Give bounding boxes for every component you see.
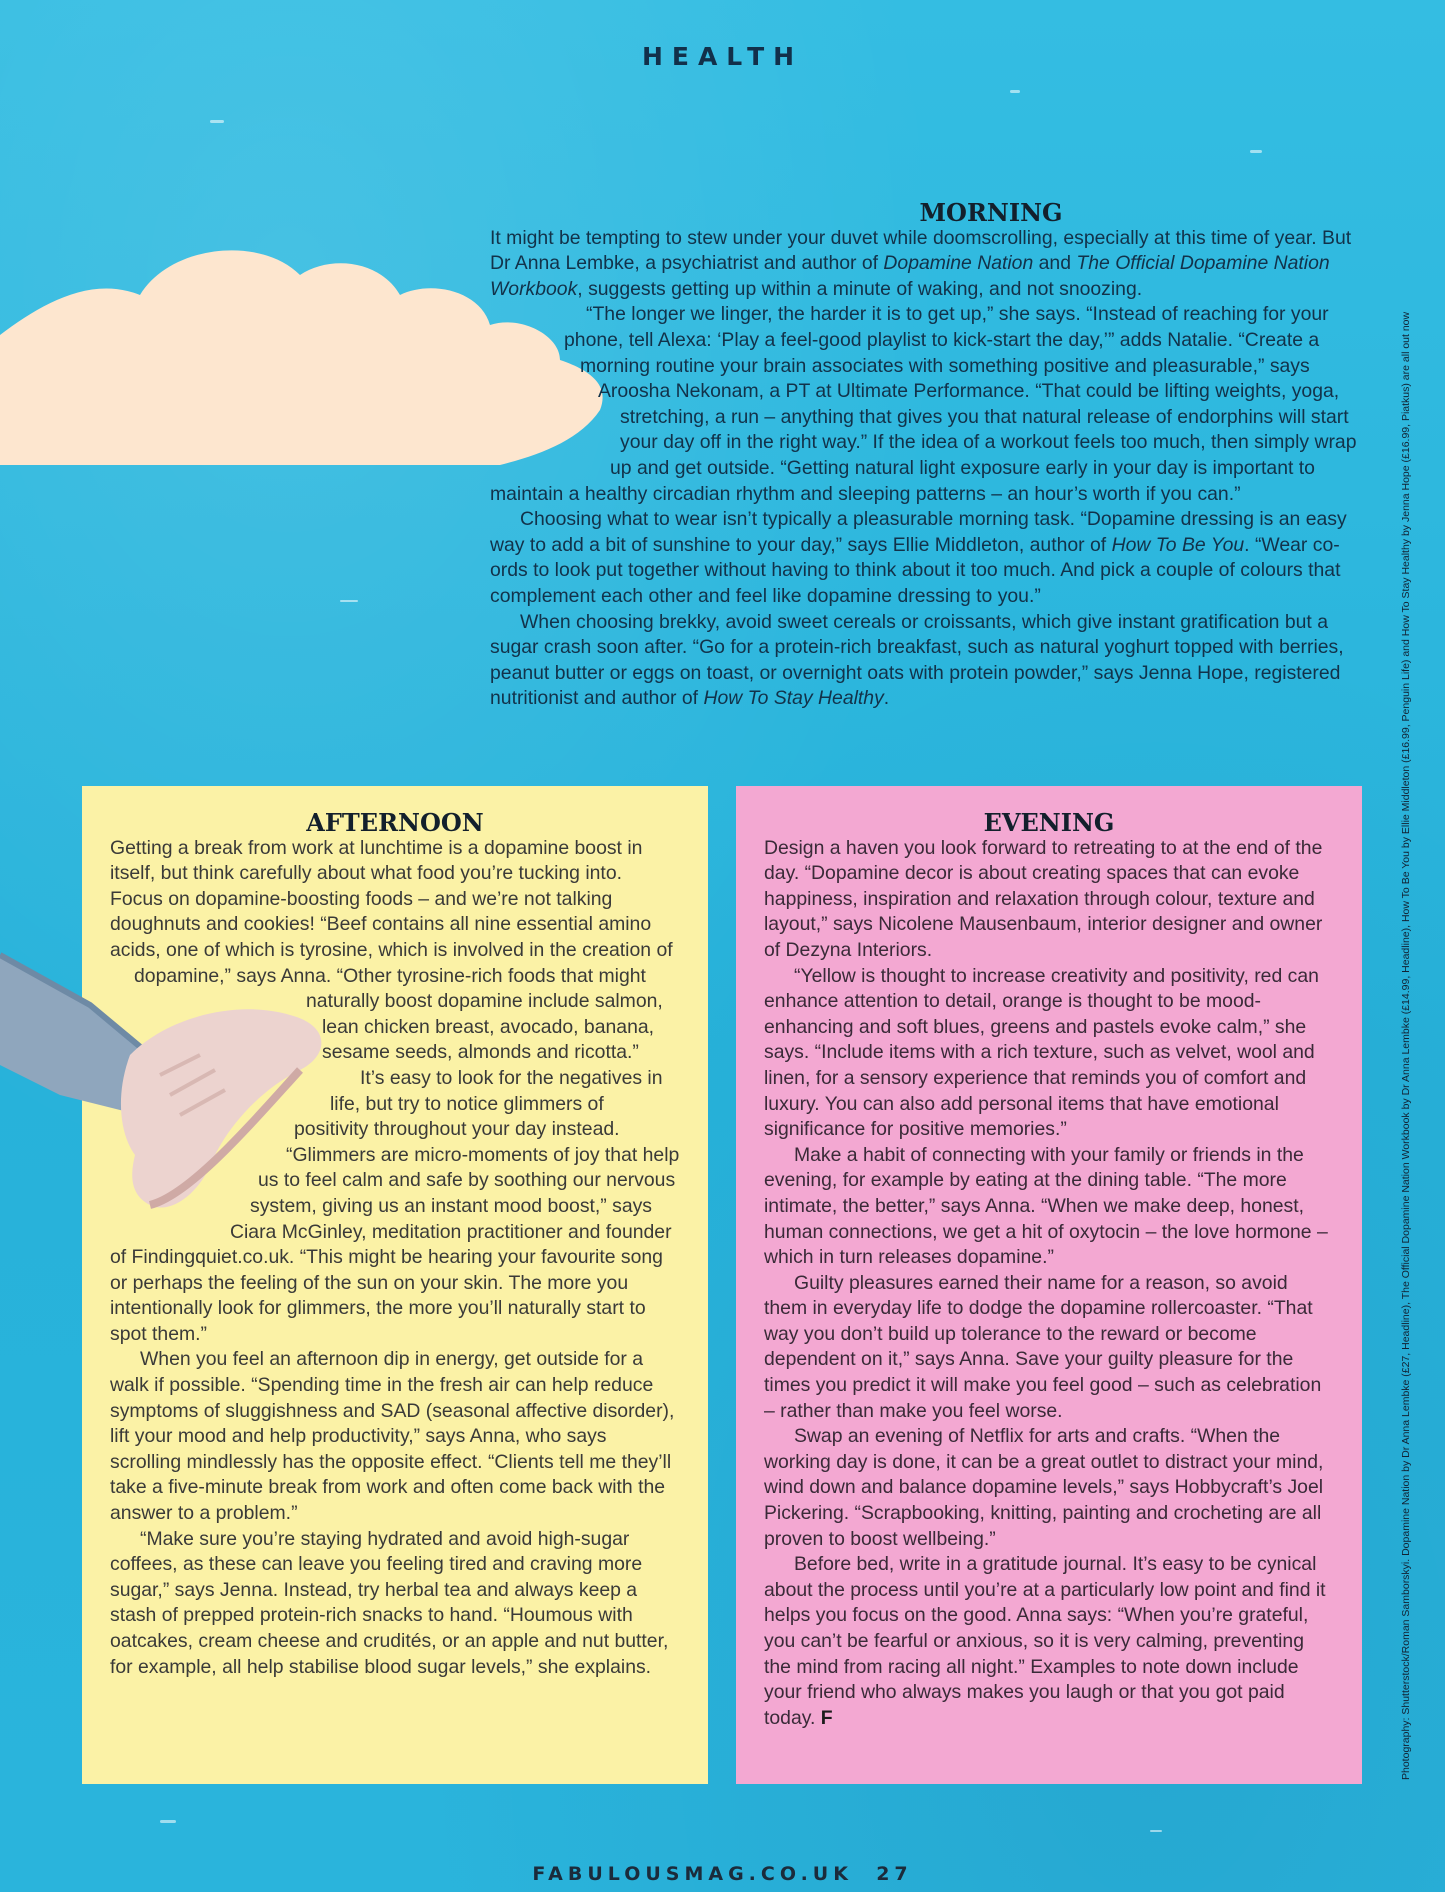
- afternoon-paragraph-2: It’s easy to look for the negatives in life, but try to notice glimmers of positivity throughout your day instead. “Glimmers are micro-moments of joy that help us to feel calm and safe by soothing our nervous system, giving us an instant mood boost,” says Ciara McGinley, meditation practitioner and founder of Findingquiet.co.uk. “This might be hearing your favourite song or perhaps the feeling of the sun on your skin. The more you intentionally look for glimmers, the more you’ll naturally start to spot them.”: [110, 1066, 680, 1345]
- afternoon-paragraph-1: Getting a break from work at lunchtime is a dopamine boost in itself, but think carefully about what food you’re tucking into. Focus on dopamine-boosting foods – and we’re not talking doughnuts and cookies! “Beef contains all nine essential amino acids, one of which is tyrosine, which is involved in the creation of dopamine,” says Anna. “Other tyrosine-rich foods that might naturally boost dopamine include salmon, lean chicken breast, avocado, banana, sesame seeds, almonds and ricotta.”: [110, 836, 673, 1064]
- book-title: Dopamine Nation: [883, 252, 1034, 275]
- background-speck: [340, 600, 358, 602]
- afternoon-heading: AFTERNOON: [306, 808, 484, 837]
- magazine-signoff-mark: F: [820, 1706, 833, 1729]
- page-footer: [0, 1863, 1445, 1885]
- morning-paragraph-2: “The longer we linger, the harder it is to get up,” she says. “Instead of reaching for your phone, tell Alexa: ‘Play a feel-good playlist to kick-start the day,’” adds Natalie. “Create a morning routine your brain associates with something positive and pleasurable,” says Aroosha Nekonam, a PT at Ultimate Performance. “That could be lifting weights, yoga, stretching, a run – anything that gives you that natural release of endorphins will start your day off in the right way.” If the idea of a workout feels too much, then simply wrap up and get outside. “Getting natural light exposure early in your day is important to maintain a healthy circadian rhythm and sleeping patterns – an hour’s worth if you can.”: [490, 303, 1357, 505]
- morning-paragraph-4: When choosing brekky, avoid sweet cereals or croissants, which give instant gratification but a sugar crash soon after. “Go for a protein-rich breakfast, such as natural yoghurt topped with berries, peanut butter or eggs on toast, or overnight oats with protein powder,” says Jenna Hope, registered nutritionist and author of How To Stay Healthy.: [490, 610, 1344, 710]
- book-title: The Official Dopamine Nation Workbook: [490, 252, 1330, 300]
- book-title: How To Stay Healthy: [703, 687, 884, 710]
- sneaker-illustration: [0, 895, 340, 1235]
- morning-paragraph-3: Choosing what to wear isn’t typically a pleasurable morning task. “Dopamine dressing is an easy way to add a bit of sunshine to your day,” says Ellie Middleton, author of How To Be You. “Wear co-ords to look put together without having to think about it too much. And pick a couple of colours that complement each other and feel like dopamine dressing to you.”: [490, 508, 1347, 607]
- evening-paragraph-5: Swap an evening of Netflix for arts and crafts. “When the working day is done, it can be a great outlet to distract your mind, wind down and balance dopamine levels,” says Hobbycraft’s Joel Pickering. “Scrapbooking, knitting, painting and crocheting are all proven to boost wellbeing.”: [764, 1425, 1324, 1550]
- evening-paragraph-6: Before bed, write in a gratitude journal. It’s easy to be cynical about the process until you’re at a particularly low point and find it helps you focus on the good. Anna says: “When you’re grateful, you can’t be fearful or anxious, so it is very calming, preventing the mind from racing all night.” Examples to note down include your friend who always makes you laugh or that you got paid today. F: [764, 1553, 1326, 1729]
- morning-paragraph-1: It might be tempting to stew under your duvet while doomscrolling, especially at this time of year. But Dr Anna Lembke, a psychiatrist and author of Dopamine Nation and The Official Dopamine Nation Workbook, suggests getting up within a minute of waking, and not snoozing.: [490, 226, 1352, 300]
- background-speck: [1010, 90, 1020, 93]
- morning-section: [490, 200, 1362, 712]
- evening-paragraph-3: Make a habit of connecting with your family or friends in the evening, for example by eating at the dining table. “The more intimate, the better,” says Anna. “When we make deep, honest, human connections, we get a hit of oxytocin – the love hormone – which in turn releases dopamine.”: [764, 1143, 1328, 1269]
- morning-heading: MORNING: [919, 198, 1063, 227]
- photo-credits: Photography: Shutterstock/Roman Samborskyi. Dopamine Nation by Dr Anna Lembke (£27, Headline), The Official Dopamine Nation Workbook by Dr Anna Lembke (£14.99, Headline), How To Be You by Ellie Middleton (£16.99, Penguin Life) and How To Stay Healthy by Jenna Hope (£16.99, Piatkus) are all out now: [1400, 311, 1412, 1780]
- evening-paragraph-1: Design a haven you look forward to retreating to at the end of the day. “Dopamine decor is about creating spaces that can evoke happiness, inspiration and relaxation through colour, texture and layout,” says Nicolene Mausenbaum, interior designer and owner of Dezyna Interiors.: [764, 836, 1323, 961]
- background-speck: [1150, 1830, 1162, 1832]
- evening-box: [736, 786, 1362, 1784]
- background-speck: [1250, 150, 1262, 153]
- afternoon-paragraph-4: “Make sure you’re staying hydrated and avoid high-sugar coffees, as these can leave you feeling tired and craving more sugar,” says Jenna. Instead, try herbal tea and always keep a stash of prepped protein-rich snacks to hand. “Houmous with oatcakes, cream cheese and crudités, or an apple and nut butter, for example, all help stabilise blood sugar levels,” she explains.: [110, 1527, 669, 1678]
- website-url: FABULOUSMAG.CO.UK: [532, 1863, 853, 1885]
- section-label: HEALTH: [641, 42, 804, 71]
- evening-heading: EVENING: [983, 808, 1115, 837]
- background-speck: [210, 120, 224, 123]
- evening-paragraph-4: Guilty pleasures earned their name for a reason, so avoid them in everyday life to dodge the dopamine rollercoaster. “That way you don’t build up tolerance to the reward or become dependent on it,” says Anna. Save your guilty pleasure for the times you predict it will make you feel good – such as celebration – rather than make you feel worse.: [764, 1271, 1322, 1422]
- evening-paragraph-2: “Yellow is thought to increase creativity and positivity, red can enhance attention to detail, orange is thought to be mood-enhancing and soft blues, greens and pastels evoke calm,” she says. “Include items with a rich texture, such as velvet, wool and linen, for a sensory experience that reminds you of comfort and luxury. You can also add personal items that have emotional significance for positive memories.”: [764, 964, 1319, 1141]
- page-number: 27: [876, 1863, 913, 1885]
- book-title: How To Be You: [1111, 533, 1245, 556]
- background-speck: [160, 1820, 176, 1823]
- afternoon-paragraph-3: When you feel an afternoon dip in energy, get outside for a walk if possible. “Spending time in the fresh air can help reduce symptoms of sluggishness and SAD (seasonal affective disorder), lift your mood and help productivity,” says Anna, who says scrolling mindlessly has the opposite effect. “Clients tell me they’ll take a five-minute break from work and often come back with the answer to a problem.”: [110, 1348, 675, 1525]
